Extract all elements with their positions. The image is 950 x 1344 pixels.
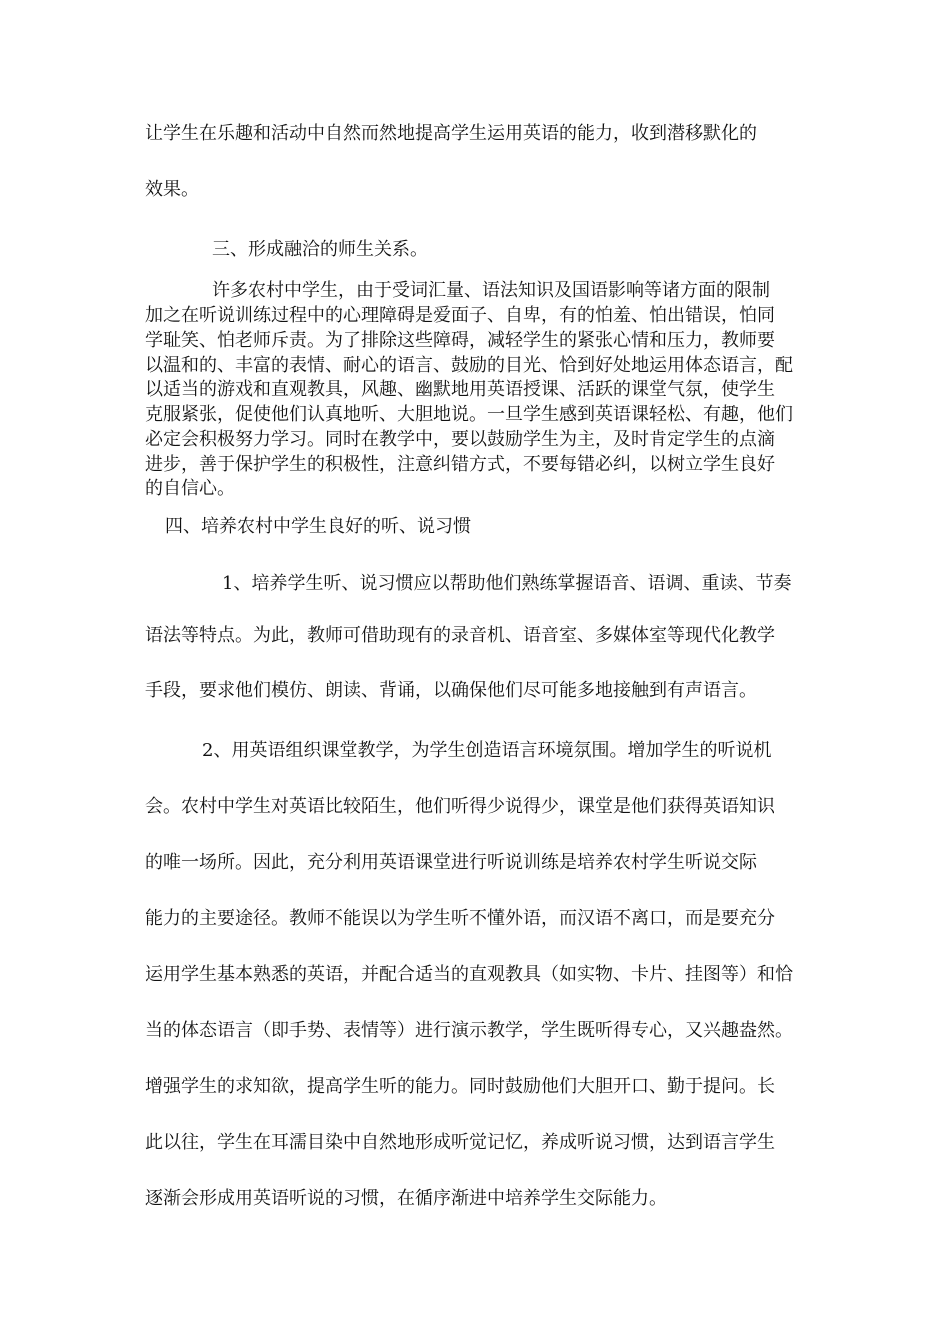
- paragraph-4-line-7: 增强学生的求知欲，提高学生听的能力。同时鼓励他们大胆开口、勤于提问。长: [145, 1076, 775, 1097]
- paragraph-4-line-8: 此以往，学生在耳濡目染中自然地形成听觉记忆，养成听说习惯，达到语言学生: [145, 1132, 775, 1153]
- paragraph-2-line-1: 许多农村中学生，由于受词汇量、语法知识及国语影响等诸方面的限制: [212, 280, 770, 301]
- paragraph-2-line-2: 加之在听说训练过程中的心理障碍是爱面子、自卑，有的怕羞、怕出错误，怕同: [145, 305, 775, 326]
- paragraph-4-line-3: 的唯一场所。因此，充分利用英语课堂进行听说训练是培养农村学生听说交际: [145, 852, 757, 873]
- paragraph-4-line-5: 运用学生基本熟悉的英语，并配合适当的直观教具（如实物、卡片、挂图等）和恰: [145, 964, 793, 985]
- paragraph-1-line-1: 让学生在乐趣和活动中自然而然地提高学生运用英语的能力，收到潜移默化的: [145, 123, 757, 144]
- paragraph-4-line-6: 当的体态语言（即手势、表情等）进行演示教学，学生既听得专心，又兴趣盎然。: [145, 1020, 793, 1041]
- paragraph-2-line-6: 克服紧张，促使他们认真地听、大胆地说。一旦学生感到英语课轻松、有趣，他们: [145, 404, 793, 425]
- paragraph-2-line-7: 必定会积极努力学习。同时在教学中，要以鼓励学生为主，及时肯定学生的点滴: [145, 429, 775, 450]
- section-heading-3: 三、形成融洽的师生关系。: [212, 239, 428, 260]
- section-heading-4: 四、培养农村中学生良好的听、说习惯: [165, 516, 471, 537]
- paragraph-3-line-1: 1、培养学生听、说习惯应以帮助他们熟练掌握语音、语调、重读、节奏: [222, 573, 792, 594]
- paragraph-2-line-9: 的自信心。: [145, 478, 235, 499]
- paragraph-3-line-3: 手段，要求他们模仿、朗读、背诵，以确保他们尽可能多地接触到有声语言。: [145, 680, 757, 701]
- paragraph-4-line-9: 逐渐会形成用英语听说的习惯，在循序渐进中培养学生交际能力。: [145, 1188, 667, 1209]
- paragraph-2-line-4: 以温和的、丰富的表情、耐心的语言、鼓励的目光、恰到好处地运用体态语言，配: [145, 355, 793, 376]
- paragraph-4-line-2: 会。农村中学生对英语比较陌生，他们听得少说得少，课堂是他们获得英语知识: [145, 796, 775, 817]
- paragraph-1-line-2: 效果。: [145, 179, 199, 200]
- paragraph-2-line-3: 学耻笑、怕老师斥责。为了排除这些障碍，减轻学生的紧张心情和压力，教师要: [145, 330, 775, 351]
- paragraph-4-line-4: 能力的主要途径。教师不能误以为学生听不懂外语，而汉语不离口，而是要充分: [145, 908, 775, 929]
- paragraph-4-line-1: 2、用英语组织课堂教学，为学生创造语言环境氛围。增加学生的听说机: [202, 740, 772, 761]
- paragraph-2-line-5: 以适当的游戏和直观教具，风趣、幽默地用英语授课、活跃的课堂气氛，使学生: [145, 379, 775, 400]
- paragraph-2-line-8: 进步，善于保护学生的积极性，注意纠错方式，不要每错必纠，以树立学生良好: [145, 454, 775, 475]
- paragraph-3-line-2: 语法等特点。为此，教师可借助现有的录音机、语音室、多媒体室等现代化教学: [145, 625, 775, 646]
